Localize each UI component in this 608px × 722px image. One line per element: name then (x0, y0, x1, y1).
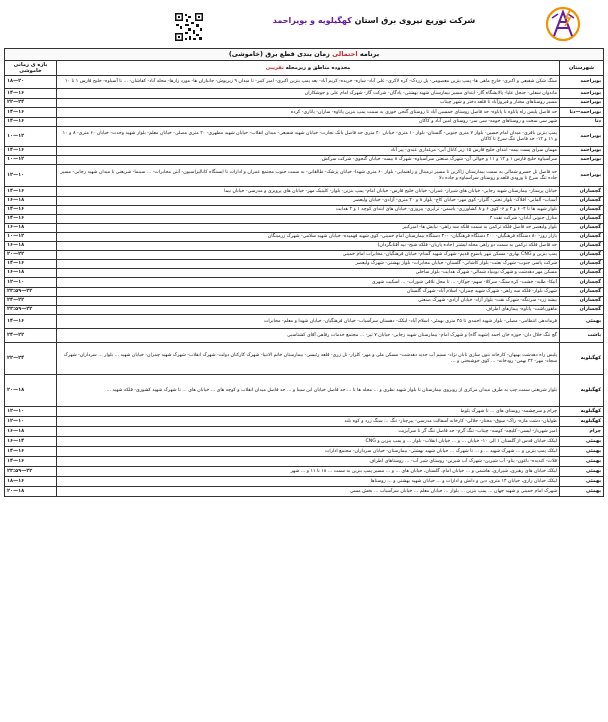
row-city: گچساران (560, 260, 604, 269)
row-city: گچساران (560, 288, 604, 297)
table-row (5, 233, 604, 242)
electric-tower-logo-icon (544, 6, 582, 46)
row-city: بویراحمد (560, 89, 604, 99)
header-area-highlight: تقریبی (265, 65, 284, 71)
row-city: بویراحمد (560, 127, 604, 147)
row-city: بهمئی (560, 437, 604, 447)
row-area: منازل جنوبی آبادان- شرکت نفت ۴ (57, 215, 560, 224)
row-city: گچساران (560, 206, 604, 215)
table-row (5, 375, 604, 407)
row-area: سرآسیاوه خلیج فارس ۱ و ۱۲ و ۱۱ و حوالی آن- شهرک صنعتی سرآسیاوه- شهرک ۸ بیسه- خیابان گنجوی- شرکت سرکش (57, 156, 560, 165)
row-city: بویراحمد (560, 99, 604, 108)
row-time: ۱۴—۱۶ (5, 447, 57, 457)
table-row (5, 242, 604, 251)
row-area: آتیکا- طلبه- خشت- کره سنگ- سرکلا- سهم- جوکار- ... تا محل تلاقی شوراب- ... اسکیت شهری (57, 278, 560, 288)
table-row (5, 407, 604, 417)
company-title-prefix: شرکت توزیع نیروی برق استان (354, 16, 476, 25)
table-row (5, 251, 604, 260)
header-area-label: محدوده مناطق و زیرمحله (285, 65, 351, 71)
row-area: چرام و سرچشمه- روستای های ... تا شهرک بلوط (57, 407, 560, 417)
row-area: حد فاصل فلکه ترکمن به سمت دو راهی محله لیشتر (جاده پاریان- فلکه شیخ- تپه آفتابگردان) (57, 242, 560, 251)
row-area: خیابان پرستار- بیمارستان شهید رجایی- خیابان های شیراز- عمران- خیابان خلیج فارس- خیابان امام- پمپ بنزین- بلوار- کلینیک مهر- خیابان های پرویزی و مدرسی- خیابان نیما (57, 187, 560, 197)
row-time: ۱۴—۱۶ (5, 260, 57, 269)
row-area: آسیاب- آلمانی- افلاک- بلوار تختی- گلزار- کوی مهر- خیابان کاج- بلوار ۸ و ۲۰ متری- آزادی- خیابان ولیعصر (57, 197, 560, 206)
row-city: بهمئی (560, 477, 604, 487)
row-area: بلوار شهید ها تا ۴- ۶ و ۴ و ۶- کوی ۶ و ۸ کشاورزی- یاسمن- ترابری- پیروزی- خیابان های ابتدای کوچه ۱ و ۲ هدایت (57, 206, 560, 215)
table-row (5, 156, 604, 165)
row-time: ۱۶—۱۸ (5, 427, 57, 437)
row-time: ۱۲—۱۰ (5, 165, 57, 187)
row-city: بویراحمد (560, 165, 604, 187)
row-area: پلیس راه دهدشت بهبهان- کارخانه بتون سازی تابان نژاد- نسیم آب جدید دهدشت- مسکن ملی و مهر- کلزار- تل زری- قلعه رئیسی- بیمارستان خاتم الانبیا- شهرک کارکنان دولت- شهرک انقلاب- شهرک شهید چمران- خیابان شهید ... بلوار ... سرداران- شهرک سجاد- مهر- ۲۲ بهمن- رودخانه- ... کوی خوشبختی و ... (57, 343, 560, 375)
row-city: گچساران (560, 197, 604, 206)
row-city: گچساران (560, 215, 604, 224)
table-row (5, 260, 604, 269)
table-row (5, 187, 604, 197)
row-area: قلات- کندیده- باغون- پتاو- آب شیرین- شهرک آب شیرین- روستای شیر آب- ... روستاهای اطراف (57, 457, 560, 467)
row-city: بویراحمد (560, 156, 604, 165)
row-city: گچساران (560, 269, 604, 278)
row-city: دنا (560, 118, 604, 127)
table-row (5, 477, 604, 487)
table-row (5, 417, 604, 427)
table-row (5, 206, 604, 215)
row-city: گچساران (560, 233, 604, 242)
table-header-row (5, 61, 604, 76)
row-city: بویراحمد—دنا (560, 108, 604, 118)
row-area: پمپ بنزین و CNG بهاری- مسکن مهر یاسوج قدیم- شهرک شهید گمنام- خیابان فرهنگیان- مخابرات امام خمینی (57, 251, 560, 260)
header-city: شهرستان (560, 61, 604, 76)
row-time: ۱۲—۱۰ (5, 278, 57, 288)
row-city: گچساران (560, 306, 604, 315)
row-city: چرام (560, 427, 604, 437)
table-row (5, 197, 604, 206)
row-area: لیکک خیابان قدس از گلستان ۱ الی ۱۰- خیابان ... و ... خیابان انقلاب- بلوار ... و پمپ بنزین و CNG (57, 437, 560, 447)
row-area: سنگ شکن شفیعی و اکبری- خارج ماهی ها- پمپ بنزین معصومی- پل زردک- کره لاکری- علی آباد- ساره- خریده- کریم آباد- بعد پمپ بنزین اکبری- امیر کبیر- تا میدان ۹ زیرپوش- جانبازان ها- مورد زارها- محله آباد- کفاشان- ... تا آسیاوه- خلیج فارس ۱ تا ۱۰ (57, 76, 560, 89)
row-area: بلوار ولیعصر حد فاصل فلکه ترکمن به سمت فلکه سه راهی- نیایش ها- امیرکبیر (57, 224, 560, 233)
table-row (5, 457, 604, 467)
row-time: ۱۴—۱۶ (5, 147, 57, 156)
company-title-org: کهگیلویه و بویراحمد (272, 16, 352, 25)
row-time: ۲۴—۲۲ (5, 297, 57, 306)
table-row (5, 487, 604, 497)
row-time: ۱۸—۱۶ (5, 477, 57, 487)
row-area: شهرک بلوار- فلکه سه راهی- شهرک شهید چمران- اسلام آباد- شهرک گلستان (57, 288, 560, 297)
row-area: بلوار شریعتی سمت چپ به طرف میدان مرکزی از روبروی بیمارستان تا بلوار شهید نظری و ... محله ها تا ... حد فاصل خیابان ابن سینا و ... حد فاصل میدان انقلاب و کوچه های ... خیابان های ... تا شهرک شهید کشوری- فلکه شهید ... (57, 375, 560, 407)
row-area: مسکن مهر دهدشت و شهرک نوبنیاد شمالی- شهرک هدایت- بلوار ساحلی (57, 269, 560, 278)
table-row (5, 165, 604, 187)
row-time: ۱۴—۱۶ (5, 457, 57, 467)
table-row (5, 315, 604, 329)
row-time: ۱۴—۱۶ (5, 118, 57, 127)
row-area: فرماندهی انتظامی- مصلی- بلوار شهید احمدی تا ۴۵ متری بهمئی- اسلام آباد- لیکک- دهستان سرآسیاب- خیابان فرهنگیان- خیابان شهدا و معلم- مخابرات (57, 315, 560, 329)
row-area: ماندوان سفلی- جنجل علیا- پالایشگاه گاز- ابتدای مسیر بیمارستان شهید بهشتی- پادگان- شرکت گاز- شهرک امام علی و جوشکاران (57, 89, 560, 99)
row-city: گچساران (560, 224, 604, 233)
page-subtitle (4, 48, 604, 60)
row-city: بویراحمد (560, 76, 604, 89)
row-time: ۱۶—۱۸ (5, 224, 57, 233)
row-area: شهر سی سخت و روستاهای حومه- سی سر- روستای امین آباد و کاکان (57, 118, 560, 127)
row-city: گچساران (560, 251, 604, 260)
row-time: ۱۰—۱۲ (5, 127, 57, 147)
subtitle-prefix: برنامه (359, 50, 380, 58)
row-area: شهرک امام خمینی و شهید جهان ... پمپ بنزین ... بلوار ... خیابان معلم ... خیابان سرآسیاب ... بخش مسی (57, 487, 560, 497)
row-time: ۲۳:۵۹—۲۲ (5, 288, 57, 297)
row-city: گچساران (560, 297, 604, 306)
row-time: ۱۰—۱۲ (5, 156, 57, 165)
row-area: حد فاصل پلیس راه پاتاوه تا پاتاوه- حد فاصل روستای خمسین آباد تا روستای گنجی خوری به سمت پمپ بنزین پاتاوه- ساران- پاتاری- کرده (57, 108, 560, 118)
row-city: بهمئی (560, 467, 604, 477)
row-time: ۱۲—۱۰ (5, 407, 57, 417)
table-row (5, 297, 604, 306)
row-city: گچساران (560, 187, 604, 197)
company-title (204, 16, 544, 25)
header-area (57, 61, 560, 76)
row-area: طولیان- دشت مازه- راک- سوق- مختار- جلالی- کارخانه آسفالت مدرسی- پیرچنار- تنگ ... سنگ زرد و کوه بلند (57, 417, 560, 427)
table-row (5, 224, 604, 233)
row-time: ۱۲—۱۰ (5, 417, 57, 427)
table-row (5, 278, 604, 288)
subtitle-highlight: احتمالی (332, 50, 358, 58)
table-row (5, 437, 604, 447)
row-area: لیکک پمپ بنزین و ... شهرک شهید ... و ... تا شهرک ... خیابان شهید بهشتی- بیمارستان- خیابان سرداران- مجتمع ادارات (57, 447, 560, 457)
row-area: مهمان سرای پست بیمه- ابتدای خلیج فارس ۱۵ زیر کانال آبی- مرغداری عبدی- پیر آباد (57, 147, 560, 156)
row-area: گچ تنگ خلال دان- حوزه خان احمد (شهید گاه) و شهرک امام- بیمارستان شهید رجایی- خیابان ۷ تیر- ... مجتمع خدمات رفاهی آقای کشتاسبی (57, 329, 560, 343)
table-row (5, 99, 604, 108)
row-area: شرکت پاسی جنوب- شهرک بعثت- بلوار کاشانی- گلستان- خیابان مخابرات- بلوار بهشتی- شهرک ولیعصر (57, 260, 560, 269)
row-area: بیشه زرد- سرتنگه- شهرک نفت- بلوار آزاد- خیابان آزادی- شهرک صنعتی (57, 297, 560, 306)
row-time: ۲۳:۵۹—۲۲ (5, 306, 57, 315)
row-time: ۱۴—۱۶ (5, 187, 57, 197)
table-row (5, 288, 604, 297)
qr-code-icon (174, 12, 204, 42)
table-row (5, 306, 604, 315)
table-row (5, 269, 604, 278)
row-time: ۱۸—۲۰ (5, 76, 57, 89)
row-city: بهمئی (560, 315, 604, 329)
row-time: ۱۴—۱۶ (5, 215, 57, 224)
table-row (5, 127, 604, 147)
row-area: لیکک خیابان های رهبری، شیرازی، هاشمی و ... خیابان امام، گلستان، خیابان های ... و ... مسیر پمپ بنزین به سمت ... ۱۸ تا ۱۱ و ... شهر (57, 467, 560, 477)
row-time: ۲۳:۵۹—۲۲ (5, 467, 57, 477)
row-city: کهگیلویه (560, 375, 604, 407)
table-row (5, 147, 604, 156)
row-time: ۱۰—۱۲ (5, 233, 57, 242)
row-time: ۲۰—۲۲ (5, 251, 57, 260)
row-area: امیر شهریار- لیسی- کلیچه- کوسه- چیتاب- تنگ گرم- حد فاصل تنگ گر تا سرآبزیت (57, 427, 560, 437)
row-time: ۱۴—۱۶ (5, 89, 57, 99)
row-time: ۱۶—۱۸ (5, 197, 57, 206)
row-area: ماهورباشت- پاتاوه- پیمازهای اطراف (57, 306, 560, 315)
table-row (5, 329, 604, 343)
row-city: بهمئی (560, 457, 604, 467)
table-row (5, 89, 604, 99)
table-body (5, 76, 604, 497)
row-city: بهمئی (560, 447, 604, 457)
row-time: ۲۰—۱۸ (5, 375, 57, 407)
row-city: باشت (560, 329, 604, 343)
row-time: ۱۴—۱۶ (5, 108, 57, 118)
announcement-sheet (4, 2, 604, 497)
row-city: گچساران (560, 242, 604, 251)
table-row (5, 108, 604, 118)
table-row (5, 76, 604, 89)
subtitle-suffix: زمان بندی قطع برق (خاموشی) (228, 50, 330, 58)
row-time: ۱۴—۱۶ (5, 315, 57, 329)
row-time: ۲۲—۲۴ (5, 343, 57, 375)
row-area: پمپ بنزین باقری- میدان امام حسین- بلوار ۷ متری جنوبی- گلستان- بلوار ۱۰ متری- خیابان ۴۰ متری حد فاصل بانک تجارت- خیابان شهید شفیعی- میدان انقلاب- خیابان شهید مطهری- ۲۰ متری مصلی- خیابان معلم- بلوار شهید وحدت- خیابان ۶۰ متری- ۸ و ۱۰ و ۱۱ و ۱۲- حد فاصل تنگ سرخ تا کاکان (57, 127, 560, 147)
header (4, 2, 604, 48)
table-row (5, 427, 604, 437)
row-city: گچساران (560, 278, 604, 288)
row-time: ۲۴—۲۲ (5, 329, 57, 343)
row-time: ۲۰—۱۸ (5, 487, 57, 497)
row-area: مسیر روستاهای مختار و فیروزآباد تا قلعه دختر و شهر چیتاب (57, 99, 560, 108)
row-time: ۱۶—۱۴ (5, 437, 57, 447)
row-city: بهمئی (560, 487, 604, 497)
row-time: ۱۴—۱۶ (5, 206, 57, 215)
row-city: کهگیلویه (560, 417, 604, 427)
outage-schedule-table (4, 60, 604, 497)
row-city: بویراحمد (560, 147, 604, 156)
row-time: ۲۲—۲۴ (5, 99, 57, 108)
row-area: لیکک خیابان رازی، خیابان ۱۴ متری، دین و دانش و ادارات و ... خیابان شهید بهشتی و ... روستاها (57, 477, 560, 487)
row-area: حد فاصل تل خسرو شمالی به سمت بیمارستان ژاکرین تا مسیر ترمینال و راهنمایی- بلوار ۶۰ متری شهدا- خیابان پزشک- طالقانی- به سمت جنوب مجتمع عمران و ادارات تا ایستگاه کانالیزاسیون- آنتن مخابرات- ... سینما- شریعتی تا میدان شهید رجایی- مسیر جاده تنگ سرخ تا ورودی قلعه و روستای سرآسیاوه و جاده دلا (57, 165, 560, 187)
table-row (5, 215, 604, 224)
table-row (5, 467, 604, 477)
table-row (5, 343, 604, 375)
row-time: ۱۶—۱۸ (5, 269, 57, 278)
table-row (5, 118, 604, 127)
table-row (5, 447, 604, 457)
header-time: بازه ی زمانی خاموشی (5, 61, 57, 76)
row-city: کهگیلویه (560, 343, 604, 375)
row-time: ۱۶—۱۸ (5, 242, 57, 251)
row-area: بازار روز- ۸۰ دستگاه فرهنگیان- ۲۰۰ دستگاه فرهنگیان- ۳۰۰ دستگاه بیمارستان امام خمینی- کوی شهید فهمیده- خیابان شهید سلامی- شهرک زرمینگان (57, 233, 560, 242)
row-city: کهگیلویه (560, 407, 604, 417)
